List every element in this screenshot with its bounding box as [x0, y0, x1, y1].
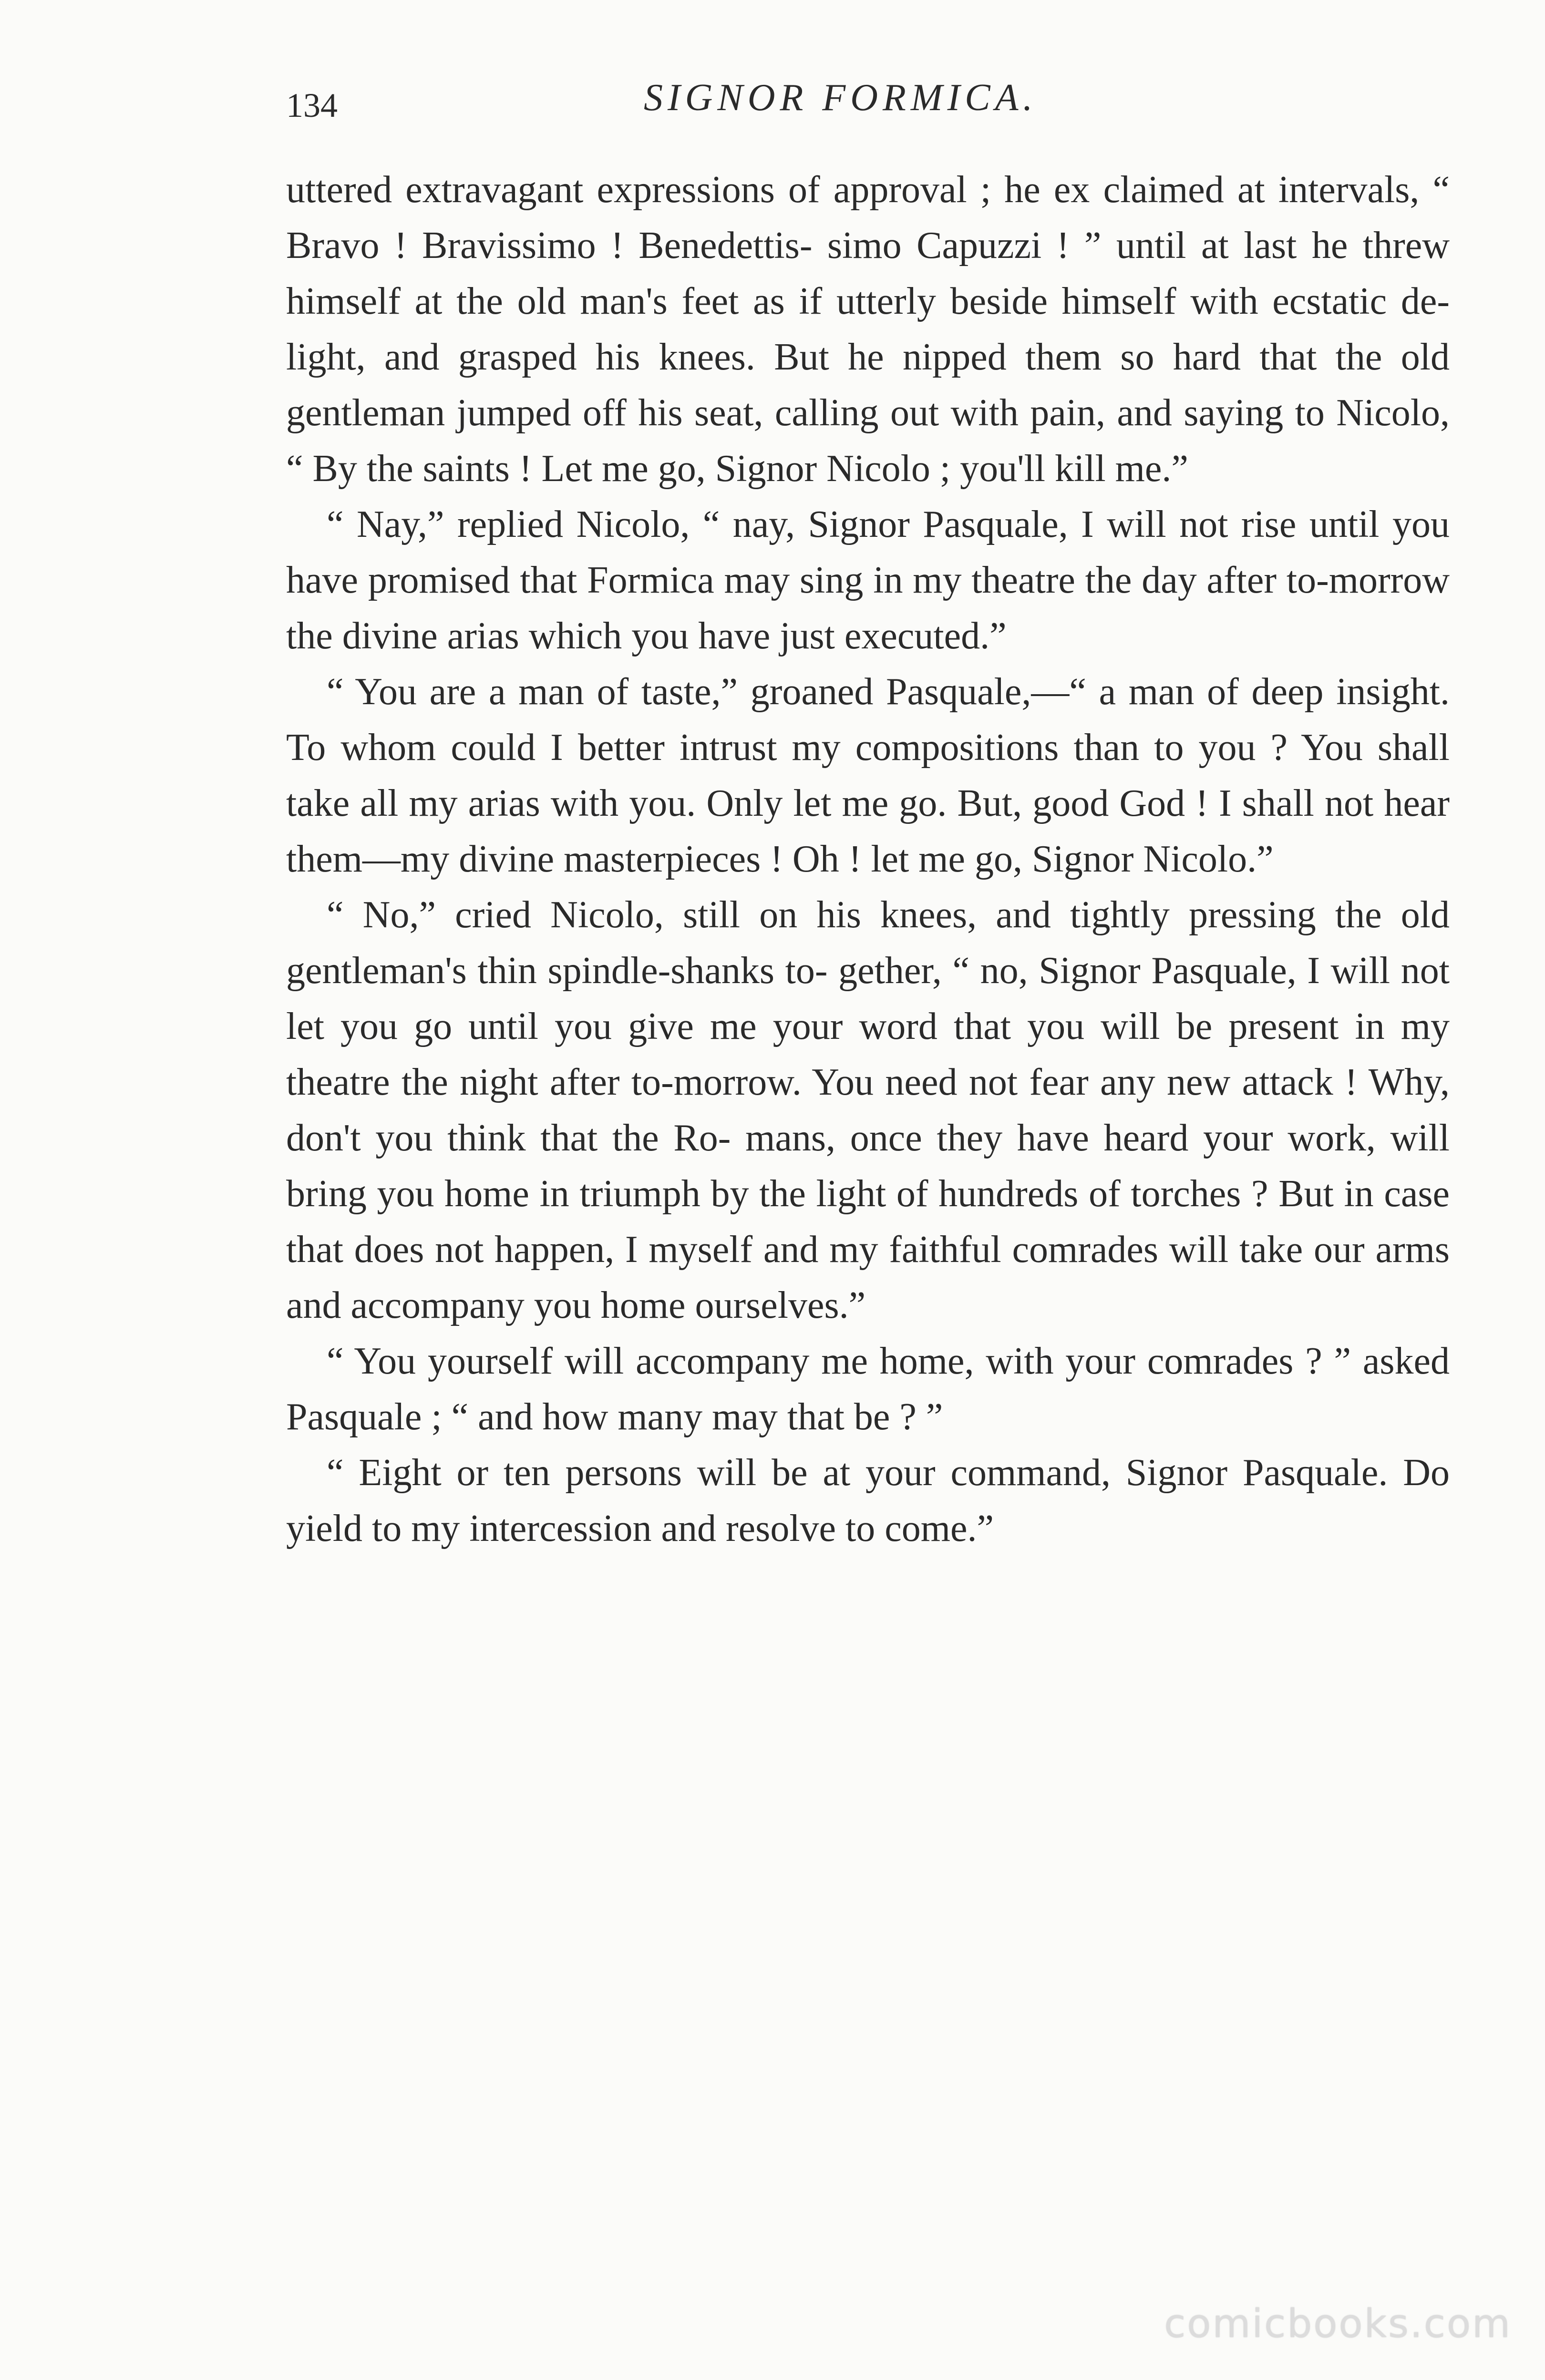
- running-title: SIGNOR FORMICA.: [644, 77, 1038, 119]
- page-header: [286, 72, 1450, 129]
- paragraph: “ You yourself will accompany me home, with your comrades ? ” asked Pasquale ; “ and how many may that be ? ”: [286, 1340, 1450, 1438]
- body-text: [286, 162, 1450, 1557]
- paragraph: “ You are a man of taste,” groaned Pasquale,—“ a man of deep insight. To whom could I better intrust my compositions than to you ? You shall take all my arias with you. Only let me go. But, good God ! I shall not hear them—my divine masterpieces ! Oh ! let me go, Signor Nicolo.”: [286, 671, 1450, 880]
- paragraph: “ Nay,” replied Nicolo, “ nay, Signor Pasquale, I will not rise until you have promised that Formica may sing in my theatre the day after to-morrow the divine arias which you have just executed.”: [286, 503, 1450, 657]
- paragraph: “ No,” cried Nicolo, still on his knees, and tightly pressing the old gentleman's thin spindle-shanks to- gether, “ no, Signor Pasquale, I will not let you go until you give me your word that you will be present in my theatre the night after to-morrow. You need not fear any new attack ! Why, don't you think that the Ro- mans, once they have heard your work, will bring you home in triumph by the light of hundreds of torches ? But in case that does not happen, I myself and my faithful comrades will take our arms and accompany you home ourselves.”: [286, 894, 1450, 1326]
- paragraph: uttered extravagant expressions of approval ; he ex claimed at intervals, “ Bravo ! Bravissimo ! Benedettis- simo Capuzzi ! ” until at last he threw himself at the old man's feet as if utterly beside himself with ecstatic de- light, and grasped his knees. But he nipped them so hard that the old gentleman jumped off his seat, calling out with pain, and saying to Nicolo, “ By the saints ! Let me go, Signor Nicolo ; you'll kill me.”: [286, 169, 1450, 490]
- watermark: comicbooks.com: [1164, 2301, 1512, 2347]
- page-number: 134: [286, 86, 338, 124]
- paragraph: “ Eight or ten persons will be at your command, Signor Pasquale. Do yield to my intercession and resolve to come.”: [286, 1452, 1450, 1549]
